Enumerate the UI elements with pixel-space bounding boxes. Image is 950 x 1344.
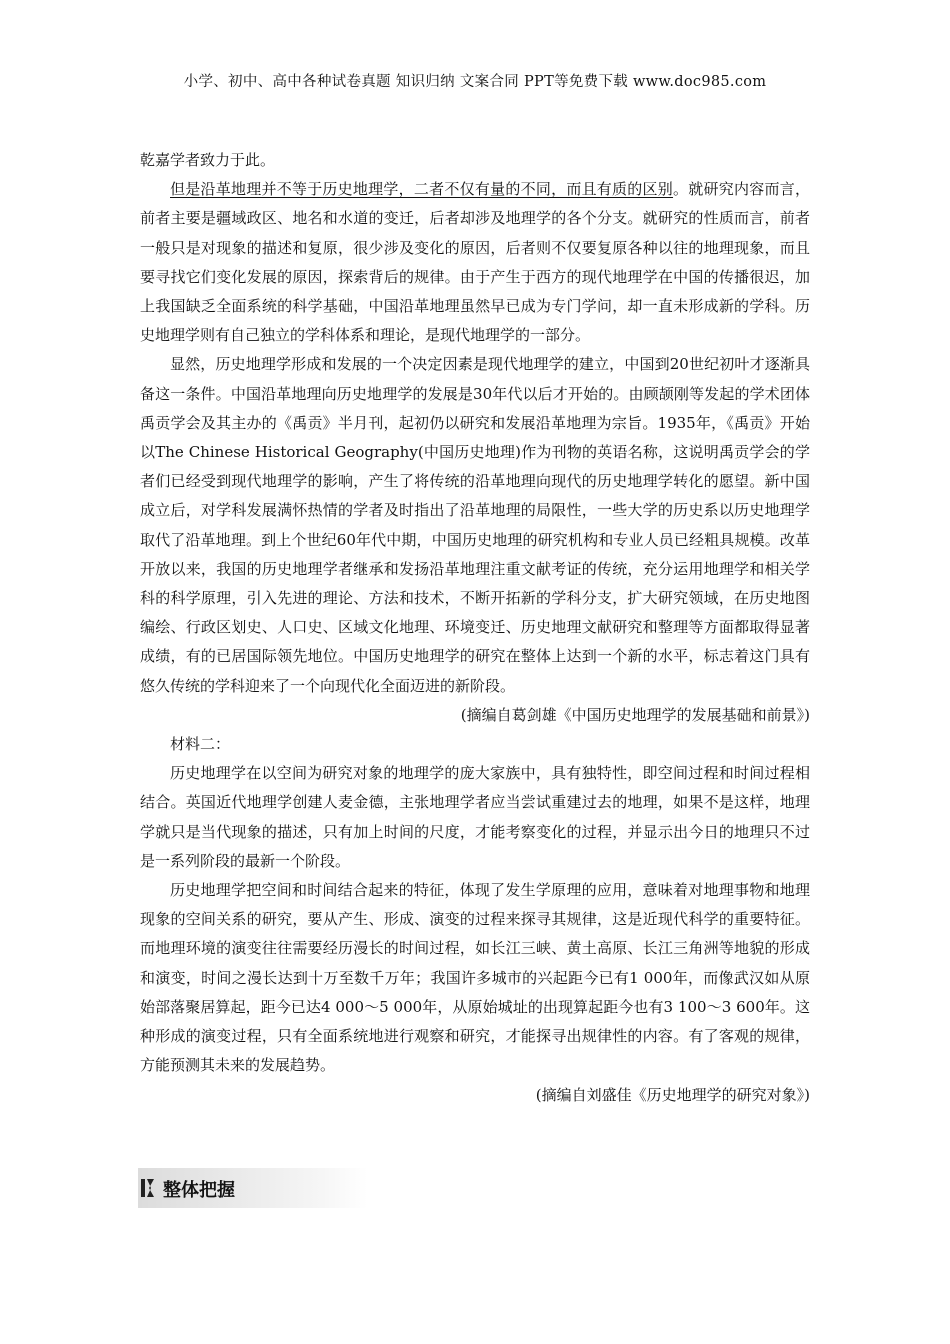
- paragraph-text: 。就研究内容而言，前者主要是疆域政区、地名和水道的变迁，后者却涉及地理学的各个分支。就研究的性质而言，前者一般只是对现象的描述和复原，很少涉及变化的原因，后者则不仅要复原各种以往的地理现象，而且要寻找它们变化发展的原因，探索背后的规律。由于产生于西方的现代地理学在中国的传播很迟，加上我国缺乏全面系统的科学基础，中国沿革地理虽然早已成为专门学问，却一直未形成新的学科。历史地理学则有自己独立的学科体系和理论，是现代地理学的一部分。: [140, 180, 810, 345]
- source-citation-2: (摘编自刘盛佳《历史地理学的研究对象》): [535, 1085, 810, 1104]
- paragraph-material2-1: 历史地理学在以空间为研究对象的地理学的庞大家族中，具有独特性，即空间过程和时间过程相结合。英国近代地理学创建人麦金德，主张地理学者应当尝试重建过去的地理，如果不是这样，地理学就只是当代现象的描述，只有加上时间的尺度，才能考察变化的过程，并显示出今日的地理只不过是一系列阶段的最新一个阶段。: [140, 764, 810, 870]
- material-two-label: 材料二：: [170, 735, 231, 754]
- article-body: [140, 146, 810, 1110]
- paragraph-material2-2: 历史地理学把空间和时间结合起来的特征，体现了发生学原理的应用，意味着对地理事物和地理现象的空间关系的研究，要从产生、形成、演变的过程来探寻其规律，这是近现代科学的重要特征。而地理环境的演变往往需要经历漫长的时间过程，如长江三峡、黄土高原、长江三角洲等地貌的形成和演变，时间之漫长达到十万至数千万年；我国许多城市的兴起距今已有1 000年，而像武汉如从原始部落聚居算起，距今已达4 000～5 000年，从原始城址的出现算起距今也有3 100～3 600年。这种形成的演变过程，只有全面系统地进行观察和研究，才能探寻出规律性的内容。有了客观的规律，方能预测其未来的发展趋势。: [140, 881, 810, 1075]
- page-header: 小学、初中、高中各种试卷真题 知识归纳 文案合同 PPT等免费下载 www.doc985.com: [183, 74, 767, 90]
- section-marker-icon: [141, 1179, 155, 1197]
- paragraph-continuation: 乾嘉学者致力于此。: [140, 151, 276, 169]
- section-heading: [138, 1168, 368, 1208]
- paragraph-development: 显然，历史地理学形成和发展的一个决定因素是现代地理学的建立，中国到20世纪初叶才逐渐具备这一条件。中国沿革地理向历史地理学的发展是30年代以后才开始的。由顾颉刚等发起的学术团体禹贡学会及其主办的《禹贡》半月刊，起初仍以研究和发展沿革地理为宗旨。1935年，《禹贡》开始以The Chinese Historical Geography(中国历史地理)作为刊物的英语名称，这说明禹贡学会的学者们已经受到现代地理学的影响，产生了将传统的沿革地理向现代的历史地理学转化的愿望。新中国成立后，对学科发展满怀热情的学者及时指出了沿革地理的局限性，一些大学的历史系以历史地理学取代了沿革地理。到上个世纪60年代中期，中国历史地理的研究机构和专业人员已经粗具规模。改革开放以来，我国的历史地理学者继承和发扬沿革地理注重文献考证的传统，充分运用地理学和相关学科的科学原理，引入先进的理论、方法和技术，不断开拓新的学科分支，扩大研究领域，在历史地图编绘、行政区划史、人口史、区域文化地理、环境变迁、历史地理文献研究和整理等方面都取得显著成绩，有的已居国际领先地位。中国历史地理学的研究在整体上达到一个新的水平，标志着这门具有悠久传统的学科迎来了一个向现代化全面迈进的新阶段。: [140, 355, 810, 695]
- underlined-key-sentence: 但是沿革地理并不等于历史地理学，二者不仅有量的不同，而且有质的区别: [170, 180, 674, 199]
- section-title: 整体把握: [163, 1180, 235, 1201]
- source-citation-1: (摘编自葛剑雄《中国历史地理学的发展基础和前景》): [460, 705, 810, 724]
- paragraph-distinction: [140, 175, 810, 350]
